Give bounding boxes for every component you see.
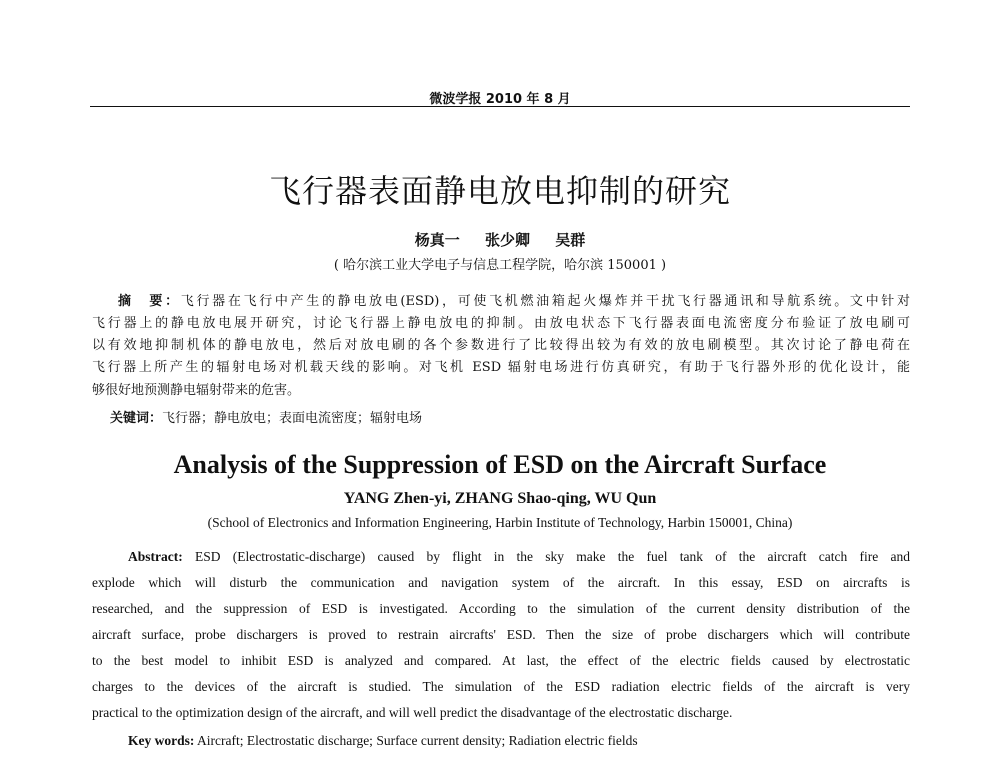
abstract-text: 飞行器在飞行中产生的静电放电(ESD)，可使飞机燃油箱起火爆炸并干扰飞行器通讯和导航系统。文中针对 [180, 294, 910, 309]
author: 吴群 [555, 231, 586, 249]
english-abstract-line: practical to the optimization design of the aircraft, and will well predict the disadvantage of the electrostatic discharge. [92, 705, 733, 720]
chinese-abstract-line: 够很好地预测静电辐射带来的危害。 [92, 383, 301, 398]
abstract-label: Abstract: [128, 549, 183, 564]
english-abstract-line: charges to the devices of the aircraft is studied. The simulation of the ESD radiation electric fields of the aircraft is very [92, 679, 910, 694]
chinese-keywords [110, 407, 928, 426]
abstract-text: ESD (Electrostatic-discharge) caused by flight in the sky make the fuel tank of the aircraft catch fire and [195, 549, 910, 564]
chinese-title: 飞行器表面静电放电抑制的研究 [268, 172, 731, 210]
english-abstract-line: explode which will disturb the communication and navigation system of the aircraft. In this essay, ESD on aircrafts is [92, 575, 910, 590]
header-rule [90, 106, 910, 107]
chinese-authors [0, 229, 1000, 250]
abstract-label: 摘 要： [118, 294, 181, 309]
english-title: Analysis of the Suppression of ESD on the Aircraft Surface [173, 450, 827, 479]
english-abstract-line: to the best model to inhibit ESD is analyzed and compared. At last, the effect of the electric fields caused by electrostatic [92, 653, 910, 668]
journal-header: 微波学报 2010 年 8 月 [429, 92, 571, 107]
keywords-label: 关键词： [110, 411, 163, 426]
keywords-text: Aircraft; Electrostatic discharge; Surface current density; Radiation electric fields [197, 733, 638, 748]
keywords-text: 飞行器；静电放电；表面电流密度；辐射电场 [162, 411, 423, 426]
english-affiliation: (School of Electronics and Information Engineering, Harbin Institute of Technology, Harbin 150001, China) [207, 515, 793, 530]
author: 张少卿 [484, 231, 530, 249]
chinese-abstract-line: 以有效地抑制机体的静电放电，然后对放电刷的各个参数进行了比较得出较为有效的放电刷模型。其次讨论了静电荷在 [92, 338, 910, 353]
chinese-abstract-line [118, 290, 910, 309]
chinese-abstract-line: 飞行器上的静电放电展开研究，讨论飞行器上静电放电的抑制。由放电状态下飞行器表面电流密度分布验证了放电刷可 [92, 316, 910, 331]
keywords-label: Key words: [128, 733, 195, 748]
english-abstract-line: researched, and the suppression of ESD is investigated. According to the simulation of the current density distribution of the [92, 601, 910, 616]
chinese-abstract-line: 飞行器上所产生的辐射电场对机载天线的影响。对飞机 ESD 辐射电场进行仿真研究，有助于飞行器外形的优化设计，能 [92, 360, 910, 375]
author: 杨真一 [414, 231, 460, 249]
english-keywords [128, 733, 946, 749]
english-abstract-line [128, 549, 910, 565]
english-authors: YANG Zhen-yi, ZHANG Shao-qing, WU Qun [343, 490, 657, 507]
english-abstract-line: aircraft surface, probe dischargers is proved to restrain aircrafts' ESD. Then the size of probe dischargers which will contribute [92, 627, 910, 642]
chinese-affiliation: ( 哈尔滨工业大学电子与信息工程学院，哈尔滨 150001 ) [333, 258, 667, 273]
